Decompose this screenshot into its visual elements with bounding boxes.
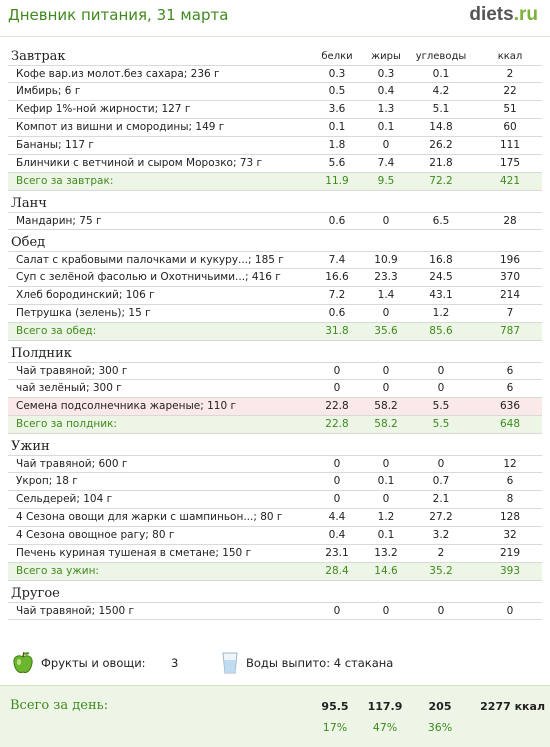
water-label: Воды выпито: 4 стакана: [246, 656, 394, 670]
food-name: Петрушка (зелень); 15 г: [16, 307, 151, 319]
food-carbs: 0: [437, 605, 445, 617]
meal-section: [8, 341, 542, 434]
food-fat: 58.2: [374, 400, 398, 412]
food-row[interactable]: [8, 269, 542, 287]
meal-total-kcal: 648: [499, 418, 521, 430]
food-name: Кефир 1%-ной жирности; 127 г: [16, 103, 191, 115]
food-name: Сельдерей; 104 г: [16, 493, 113, 505]
food-row[interactable]: [8, 101, 542, 119]
food-fat: 23.3: [374, 271, 398, 283]
food-carbs: 21.8: [429, 157, 453, 169]
food-carbs: 0: [437, 458, 445, 470]
food-kcal: 28: [503, 215, 517, 227]
food-row[interactable]: [8, 155, 542, 173]
meal-total-fat: 14.6: [374, 565, 398, 577]
food-protein: 0.3: [328, 68, 346, 80]
page-title: Дневник питания, 31 марта: [8, 6, 229, 24]
food-kcal: 6: [506, 475, 514, 487]
food-name: Хлеб бородинский; 106 г: [16, 289, 155, 301]
meal-total-protein: 11.9: [325, 175, 349, 187]
food-row[interactable]: [8, 83, 542, 101]
food-protein: 7.2: [328, 289, 346, 301]
food-fat: 0: [382, 365, 390, 377]
column-header-protein: белки: [321, 51, 353, 62]
food-row[interactable]: [8, 473, 542, 491]
food-name: Печень куриная тушеная в сметане; 150 г: [16, 547, 252, 559]
meal-title: Полдник: [11, 346, 72, 361]
food-row[interactable]: [8, 545, 542, 563]
food-carbs: 24.5: [429, 271, 453, 283]
meal-total-protein: 22.8: [325, 418, 349, 430]
logo-text: diets: [469, 4, 514, 25]
meal-total-label: Всего за ужин:: [16, 565, 99, 577]
meal-header: [8, 230, 542, 251]
food-kcal: 8: [506, 493, 514, 505]
food-fat: 10.9: [374, 254, 398, 266]
food-fat: 0.3: [377, 68, 395, 80]
food-kcal: 196: [499, 254, 521, 266]
meal-total-row: [8, 323, 542, 341]
food-name: Салат с крабовыми палочками и кукуру...; 185 г: [16, 254, 284, 266]
food-row[interactable]: [8, 119, 542, 137]
food-protein: 0.5: [328, 85, 346, 97]
food-protein: 7.4: [328, 254, 346, 266]
meal-title: Другое: [11, 586, 60, 601]
meal-total-kcal: 787: [499, 325, 521, 337]
food-fat: 0: [382, 382, 390, 394]
food-protein: 0.4: [328, 529, 346, 541]
food-name: чай зелёный; 300 г: [16, 382, 122, 394]
food-row[interactable]: [8, 251, 542, 269]
meal-section: [8, 581, 542, 620]
food-kcal: 370: [499, 271, 521, 283]
header-divider: [0, 36, 550, 37]
food-fat: 0: [382, 605, 390, 617]
food-row[interactable]: [8, 137, 542, 155]
food-protein: 0: [333, 458, 341, 470]
food-carbs: 0.1: [432, 68, 450, 80]
food-fat: 0.4: [377, 85, 395, 97]
food-kcal: 128: [499, 511, 521, 523]
food-carbs: 26.2: [429, 139, 453, 151]
food-row[interactable]: [8, 398, 542, 416]
meal-section: [8, 434, 542, 581]
food-row[interactable]: [8, 509, 542, 527]
food-protein: 0: [333, 493, 341, 505]
food-carbs: 5.5: [432, 400, 450, 412]
food-fat: 13.2: [374, 547, 398, 559]
food-fat: 1.2: [377, 511, 395, 523]
food-carbs: 16.8: [429, 254, 453, 266]
food-carbs: 5.1: [432, 103, 450, 115]
food-fat: 1.4: [377, 289, 395, 301]
meal-total-row: [8, 563, 542, 581]
food-protein: 0: [333, 605, 341, 617]
extras-bar: [0, 648, 550, 678]
food-carbs: 14.8: [429, 121, 453, 133]
site-logo[interactable]: [469, 4, 538, 26]
food-protein: 22.8: [325, 400, 349, 412]
column-header-kcal: ккал: [497, 51, 523, 62]
food-kcal: 12: [503, 458, 517, 470]
meal-total-protein: 28.4: [325, 565, 349, 577]
food-protein: 0.6: [328, 215, 346, 227]
food-kcal: 7: [506, 307, 514, 319]
day-protein-percent: 17%: [322, 721, 348, 734]
food-protein: 5.6: [328, 157, 346, 169]
meal-total-fat: 35.6: [374, 325, 398, 337]
day-fat-percent: 47%: [372, 721, 398, 734]
food-kcal: 6: [506, 365, 514, 377]
food-protein: 1.8: [328, 139, 346, 151]
food-protein: 0: [333, 475, 341, 487]
day-total: [0, 685, 550, 747]
food-fat: 0: [382, 307, 390, 319]
meal-total-kcal: 393: [499, 565, 521, 577]
meal-total-kcal: 421: [499, 175, 521, 187]
day-carbs-percent: 36%: [427, 721, 453, 734]
meal-header: [8, 44, 542, 65]
food-kcal: 60: [503, 121, 517, 133]
green-apple-icon: [12, 651, 34, 679]
day-total-fat: 117.9: [367, 700, 403, 713]
meal-total-label: Всего за обед:: [16, 325, 97, 337]
meal-total-protein: 31.8: [325, 325, 349, 337]
meal-total-carbs: 72.2: [429, 175, 453, 187]
column-header-fat: жиры: [371, 51, 401, 62]
meal-total-row: [8, 416, 542, 434]
food-row[interactable]: [8, 527, 542, 545]
day-total-carbs: 205: [428, 700, 452, 713]
column-header-carbs: углеводы: [415, 51, 467, 62]
food-diary: [8, 44, 542, 620]
food-fat: 0: [382, 139, 390, 151]
food-fat: 0.1: [377, 121, 395, 133]
food-name: Имбирь; 6 г: [16, 85, 81, 97]
food-row[interactable]: [8, 305, 542, 323]
day-total-label: Всего за день:: [10, 698, 109, 713]
food-kcal: 111: [499, 139, 521, 151]
meal-title: Ланч: [11, 196, 47, 211]
food-kcal: 6: [506, 382, 514, 394]
food-carbs: 43.1: [429, 289, 453, 301]
meal-title: Ужин: [11, 439, 50, 454]
food-fat: 0: [382, 458, 390, 470]
food-fat: 0.1: [377, 475, 395, 487]
food-carbs: 6.5: [432, 215, 450, 227]
food-kcal: 214: [499, 289, 521, 301]
food-fat: 7.4: [377, 157, 395, 169]
food-name: 4 Сезона овощи для жарки с шампиньон...; 80 г: [16, 511, 283, 523]
food-carbs: 27.2: [429, 511, 453, 523]
food-carbs: 2.1: [432, 493, 450, 505]
food-kcal: 32: [503, 529, 517, 541]
meal-total-carbs: 35.2: [429, 565, 453, 577]
food-name: 4 Сезона овощное рагу; 80 г: [16, 529, 175, 541]
food-name: Укроп; 18 г: [16, 475, 78, 487]
food-fat: 0.1: [377, 529, 395, 541]
meal-header: [8, 581, 542, 602]
fruit-veg-label: Фрукты и овощи:: [41, 656, 146, 670]
food-kcal: 2: [506, 68, 514, 80]
food-protein: 0: [333, 382, 341, 394]
food-kcal: 0: [506, 605, 514, 617]
food-carbs: 0.7: [432, 475, 450, 487]
food-kcal: 175: [499, 157, 521, 169]
food-kcal: 22: [503, 85, 517, 97]
food-name: Чай травяной; 600 г: [16, 458, 128, 470]
food-protein: 4.4: [328, 511, 346, 523]
food-carbs: 4.2: [432, 85, 450, 97]
logo-domain: .ru: [513, 4, 538, 25]
food-carbs: 2: [437, 547, 445, 559]
meal-total-label: Всего за завтрак:: [16, 175, 114, 187]
fruit-veg-count: 3: [171, 656, 179, 670]
food-row[interactable]: [8, 491, 542, 509]
food-protein: 0.6: [328, 307, 346, 319]
food-row[interactable]: [8, 380, 542, 398]
meal-title: Обед: [11, 235, 46, 250]
food-name: Бананы; 117 г: [16, 139, 94, 151]
food-row[interactable]: [8, 362, 542, 380]
food-row[interactable]: [8, 455, 542, 473]
food-protein: 3.6: [328, 103, 346, 115]
meal-section: [8, 230, 542, 341]
day-total-kcal: 2277 ккал: [480, 700, 545, 713]
meal-header: [8, 341, 542, 362]
food-protein: 0: [333, 365, 341, 377]
food-carbs: 3.2: [432, 529, 450, 541]
meal-section: [8, 44, 542, 191]
meal-total-fat: 9.5: [377, 175, 395, 187]
meal-total-fat: 58.2: [374, 418, 398, 430]
food-name: Компот из вишни и смородины; 149 г: [16, 121, 225, 133]
food-row[interactable]: [8, 287, 542, 305]
meal-total-label: Всего за полдник:: [16, 418, 117, 430]
day-total-protein: 95.5: [321, 700, 349, 713]
food-name: Чай травяной; 300 г: [16, 365, 128, 377]
food-fat: 1.3: [377, 103, 395, 115]
meal-section: [8, 191, 542, 230]
meal-header: [8, 191, 542, 212]
meal-header: [8, 434, 542, 455]
food-name: Чай травяной; 1500 г: [16, 605, 135, 617]
food-kcal: 51: [503, 103, 517, 115]
food-kcal: 219: [499, 547, 521, 559]
water-glass-icon: [222, 651, 238, 679]
food-kcal: 636: [499, 400, 521, 412]
food-row[interactable]: [8, 65, 542, 83]
food-fat: 0: [382, 493, 390, 505]
food-name: Семена подсолнечника жареные; 110 г: [16, 400, 237, 412]
food-carbs: 0: [437, 382, 445, 394]
food-protein: 0.1: [328, 121, 346, 133]
meal-title: Завтрак: [11, 49, 66, 64]
header: [0, 0, 550, 36]
meal-total-carbs: 5.5: [432, 418, 450, 430]
food-row[interactable]: [8, 602, 542, 620]
food-carbs: 1.2: [432, 307, 450, 319]
food-carbs: 0: [437, 365, 445, 377]
food-name: Кофе вар.из молот.без сахара; 236 г: [16, 68, 220, 80]
meal-total-carbs: 85.6: [429, 325, 453, 337]
food-name: Мандарин; 75 г: [16, 215, 102, 227]
food-protein: 16.6: [325, 271, 349, 283]
food-row[interactable]: [8, 212, 542, 230]
food-name: Блинчики с ветчиной и сыром Морозко; 73 г: [16, 157, 263, 169]
food-fat: 0: [382, 215, 390, 227]
meal-total-row: [8, 173, 542, 191]
food-protein: 23.1: [325, 547, 349, 559]
food-name: Суп с зелёной фасолью и Охотничьими...; 416 г: [16, 271, 281, 283]
